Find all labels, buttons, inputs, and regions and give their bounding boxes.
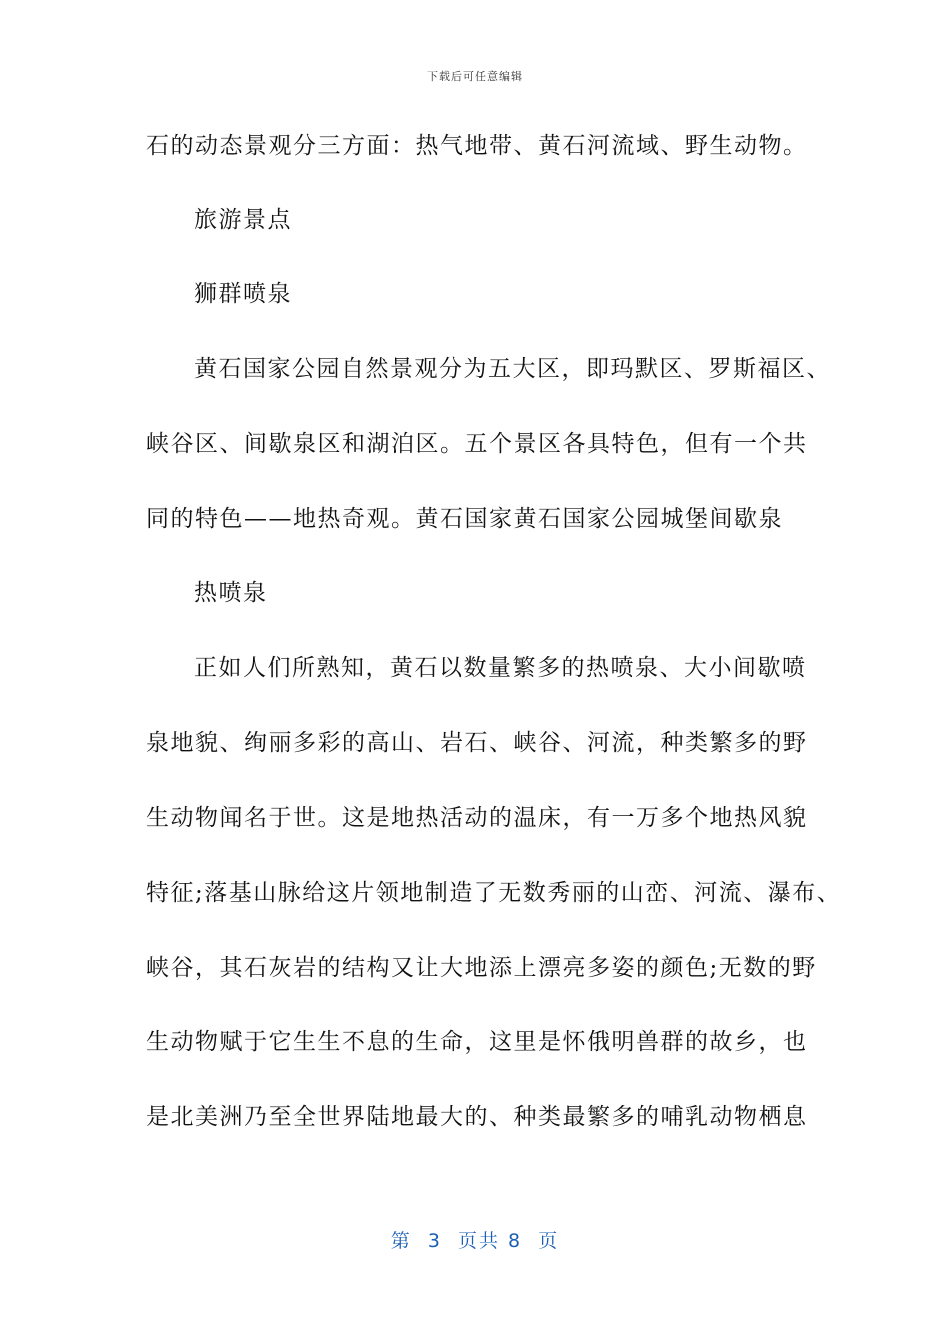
page-number-footer: 第 3 页共 8 页 <box>390 1230 560 1252</box>
body-line: 峡谷，其石灰岩的结构又让大地添上漂亮多姿的颜色;无数的野 <box>146 955 817 981</box>
paragraph-first-line: 黄石国家公园自然景观分为五大区，即玛默区、罗斯福区、 <box>194 356 831 382</box>
body-line: 是北美洲乃至全世界陆地最大的、种类最繁多的哺乳动物栖息 <box>146 1104 808 1130</box>
body-line: 泉地貌、绚丽多彩的高山、岩石、峡谷、河流，种类繁多的野 <box>146 730 808 756</box>
body-line: 生动物赋于它生生不息的生命，这里是怀俄明兽群的故乡，也 <box>146 1029 808 1055</box>
section-heading: 热喷泉 <box>194 580 268 606</box>
section-heading: 狮群喷泉 <box>194 281 292 307</box>
body-line: 特征;落基山脉给这片领地制造了无数秀丽的山峦、河流、瀑布、 <box>146 880 842 906</box>
body-line: 峡谷区、间歇泉区和湖泊区。五个景区各具特色，但有一个共 <box>146 431 808 457</box>
section-heading: 旅游景点 <box>194 207 292 233</box>
paragraph-first-line: 正如人们所熟知，黄石以数量繁多的热喷泉、大小间歇喷 <box>194 655 807 681</box>
body-line: 生动物闻名于世。这是地热活动的温床，有一万多个地热风貌 <box>146 805 808 831</box>
body-line: 石的动态景观分三方面：热气地带、黄石河流域、野生动物。 <box>146 133 808 159</box>
body-line: 同的特色——地热奇观。黄石国家黄石国家公园城堡间歇泉 <box>146 506 783 532</box>
page-header: 下载后可任意编辑 <box>427 70 523 83</box>
